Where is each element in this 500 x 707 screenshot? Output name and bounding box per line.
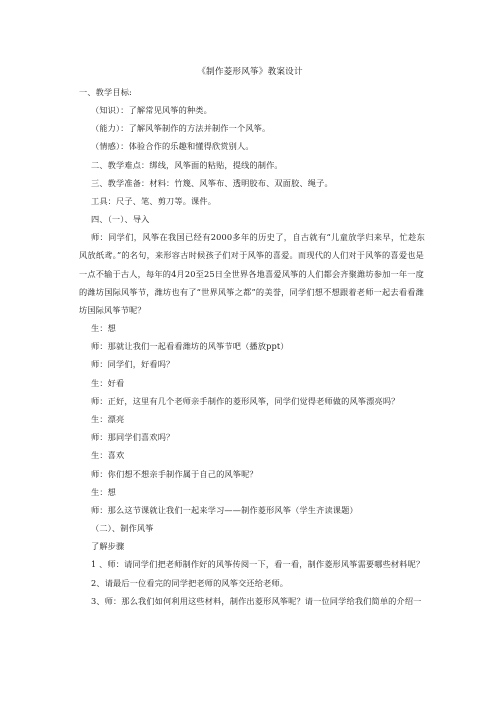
dialogue-line: 生：想 <box>91 487 117 497</box>
paragraph-line: 一点不输于古人，每年的4月20至25日全世界各地喜爱风筝的人们都会齐聚潍坊参加一年一度 <box>79 269 424 279</box>
paragraph-line: 风放纸鸢。”的名句，来形容古时候孩子们对于风筝的喜爱。而现代的人们对于风筝的喜爱也是 <box>79 250 424 260</box>
dialogue-line: 师：同学们，好看吗？ <box>91 359 175 369</box>
steps-heading: 了解步骤 <box>91 541 125 551</box>
dialogue-line: 师：那就让我们一起看看潍坊的风筝节吧（播放ppt） <box>91 341 289 351</box>
tools-line: 工具：尺子、笔、剪刀等。课件。 <box>91 196 217 206</box>
step-line: 3、师：那么我们如何利用这些材料，制作出菱形风筝呢？请一位同学给我们简单的介绍一 <box>91 596 422 606</box>
dialogue-line: 生：想 <box>91 323 117 333</box>
dialogue-line: 生：喜欢 <box>91 450 125 460</box>
dialogue-line: 师：正好，这里有几个老师亲手制作的菱形风筝，同学们觉得老师做的风筝漂亮吗？ <box>91 396 400 406</box>
section-difficulty: 二、教学难点：绑线，风筝面的粘贴，提线的制作。 <box>91 160 283 170</box>
paragraph-line: 坊国际风筝节呢？ <box>79 305 146 315</box>
dialogue-line: 生：好看 <box>91 378 125 388</box>
step-line: 2、请最后一位看完的同学把老师的风筝交还给老师。 <box>91 578 289 588</box>
dialogue-line: 生：漂亮 <box>91 414 125 424</box>
objective-ability: （能力）：了解风筝制作的方法并制作一个风筝。 <box>91 123 271 133</box>
section-making-heading: （二）、制作风筝 <box>91 523 154 533</box>
section-objectives-heading: 一、教学目标: <box>79 87 132 97</box>
document-title: 《制作菱形风筝》教案设计 <box>197 67 303 77</box>
section-preparation: 三、教学准备：材料：竹篾、风筝布、透明胶布、双面胶、绳子。 <box>91 178 333 188</box>
paragraph-line: 的潍坊国际风筝节，潍坊也有了“世界风筝之都”的美誉，同学们想不想跟着老师一起去看看潍 <box>79 287 424 297</box>
objective-emotion: （情感）：体验合作的乐趣和懂得欣赏别人。 <box>91 141 254 151</box>
dialogue-line: 师：你们想不想亲手制作属于自己的风筝呢？ <box>91 469 258 479</box>
dialogue-line: 师：那同学们喜欢吗？ <box>91 432 175 442</box>
section-intro-heading: 四、（一）、导入 <box>91 214 150 224</box>
dialogue-line: 师：那么这节课就让我们一起来学习——制作菱形风筝（学生齐读课题） <box>91 505 358 515</box>
objective-knowledge: （知识）：了解常见风筝的种类。 <box>91 105 212 115</box>
paragraph-line: 师：同学们，风筝在我国已经有2000多年的历史了，自古就有“儿童放学归来早，忙趁东 <box>91 232 425 242</box>
step-line: 1 、师：请同学们把老师制作好的风筝传阅一下，看一看，制作菱形风筝需要哪些材料呢？ <box>91 559 425 569</box>
